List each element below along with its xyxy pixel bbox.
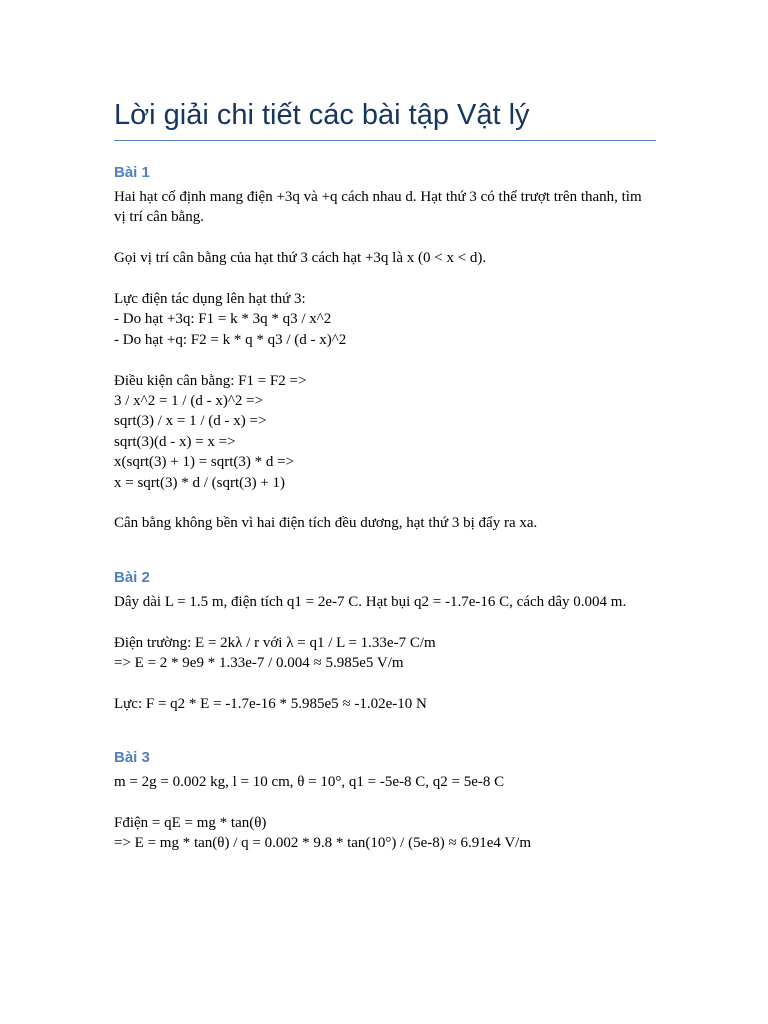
- text-line: => E = 2 * 9e9 * 1.33e-7 / 0.004 ≈ 5.985e5 V/m: [114, 655, 404, 672]
- section-bai-2: [114, 568, 656, 714]
- paragraph: [114, 289, 656, 350]
- text-line: Gọi vị trí cân bằng của hạt thứ 3 cách hạt +3q là x (0 < x < d).: [114, 250, 487, 267]
- paragraph: [114, 633, 656, 674]
- text-line: Cân bằng không bền vì hai điện tích đều dương, hạt thứ 3 bị đẩy ra xa.: [114, 515, 538, 532]
- section-heading: Bài 2: [114, 568, 150, 586]
- paragraph: [114, 694, 656, 714]
- text-line: m = 2g = 0.002 kg, l = 10 cm, θ = 10°, q1 = -5e-8 C, q2 = 5e-8 C: [114, 774, 505, 791]
- page-title: Lời giải chi tiết các bài tập Vật lý: [114, 92, 656, 141]
- section-bai-1: [114, 163, 656, 534]
- sections-container: [114, 163, 656, 854]
- text-line: Fđiện = qE = mg * tan(θ): [114, 815, 267, 832]
- text-line: - Do hạt +3q: F1 = k * 3q * q3 / x^2: [114, 311, 332, 328]
- text-line: Hai hạt cố định mang điện +3q và +q cách nhau d. Hạt thứ 3 có thể trượt trên thanh, tìm vị trí cân bằng.: [114, 189, 642, 226]
- text-line: sqrt(3)(d - x) = x =>: [114, 433, 236, 450]
- text-line: x(sqrt(3) + 1) = sqrt(3) * d =>: [114, 454, 295, 471]
- paragraph: [114, 772, 656, 792]
- section-heading: Bài 1: [114, 164, 150, 181]
- section-heading: Bài 3: [114, 749, 150, 767]
- text-line: - Do hạt +q: F2 = k * q * q3 / (d - x)^2: [114, 331, 347, 348]
- paragraph: [114, 371, 656, 493]
- text-line: Lực: F = q2 * E = -1.7e-16 * 5.985e5 ≈ -1.02e-10 N: [114, 695, 427, 712]
- text-line: => E = mg * tan(θ) / q = 0.002 * 9.8 * tan(10°) / (5e-8) ≈ 6.91e4 V/m: [114, 835, 531, 852]
- text-line: Điện trường: E = 2kλ / r với λ = q1 / L = 1.33e-7 C/m: [114, 634, 436, 651]
- section-bai-3: [114, 748, 656, 854]
- paragraph: [114, 513, 656, 533]
- document-page: [114, 92, 656, 854]
- text-line: Lực điện tác dụng lên hạt thứ 3:: [114, 291, 306, 307]
- text-line: sqrt(3) / x = 1 / (d - x) =>: [114, 413, 267, 430]
- paragraph: [114, 248, 656, 268]
- text-line: Điều kiện cân bằng: F1 = F2 =>: [114, 372, 307, 389]
- paragraph: [114, 813, 656, 854]
- paragraph: [114, 592, 656, 612]
- paragraph: [114, 187, 656, 228]
- text-line: Dây dài L = 1.5 m, điện tích q1 = 2e-7 C. Hạt bụi q2 = -1.7e-16 C, cách dây 0.004 m.: [114, 593, 627, 610]
- text-line: x = sqrt(3) * d / (sqrt(3) + 1): [114, 474, 286, 491]
- text-line: 3 / x^2 = 1 / (d - x)^2 =>: [114, 393, 264, 410]
